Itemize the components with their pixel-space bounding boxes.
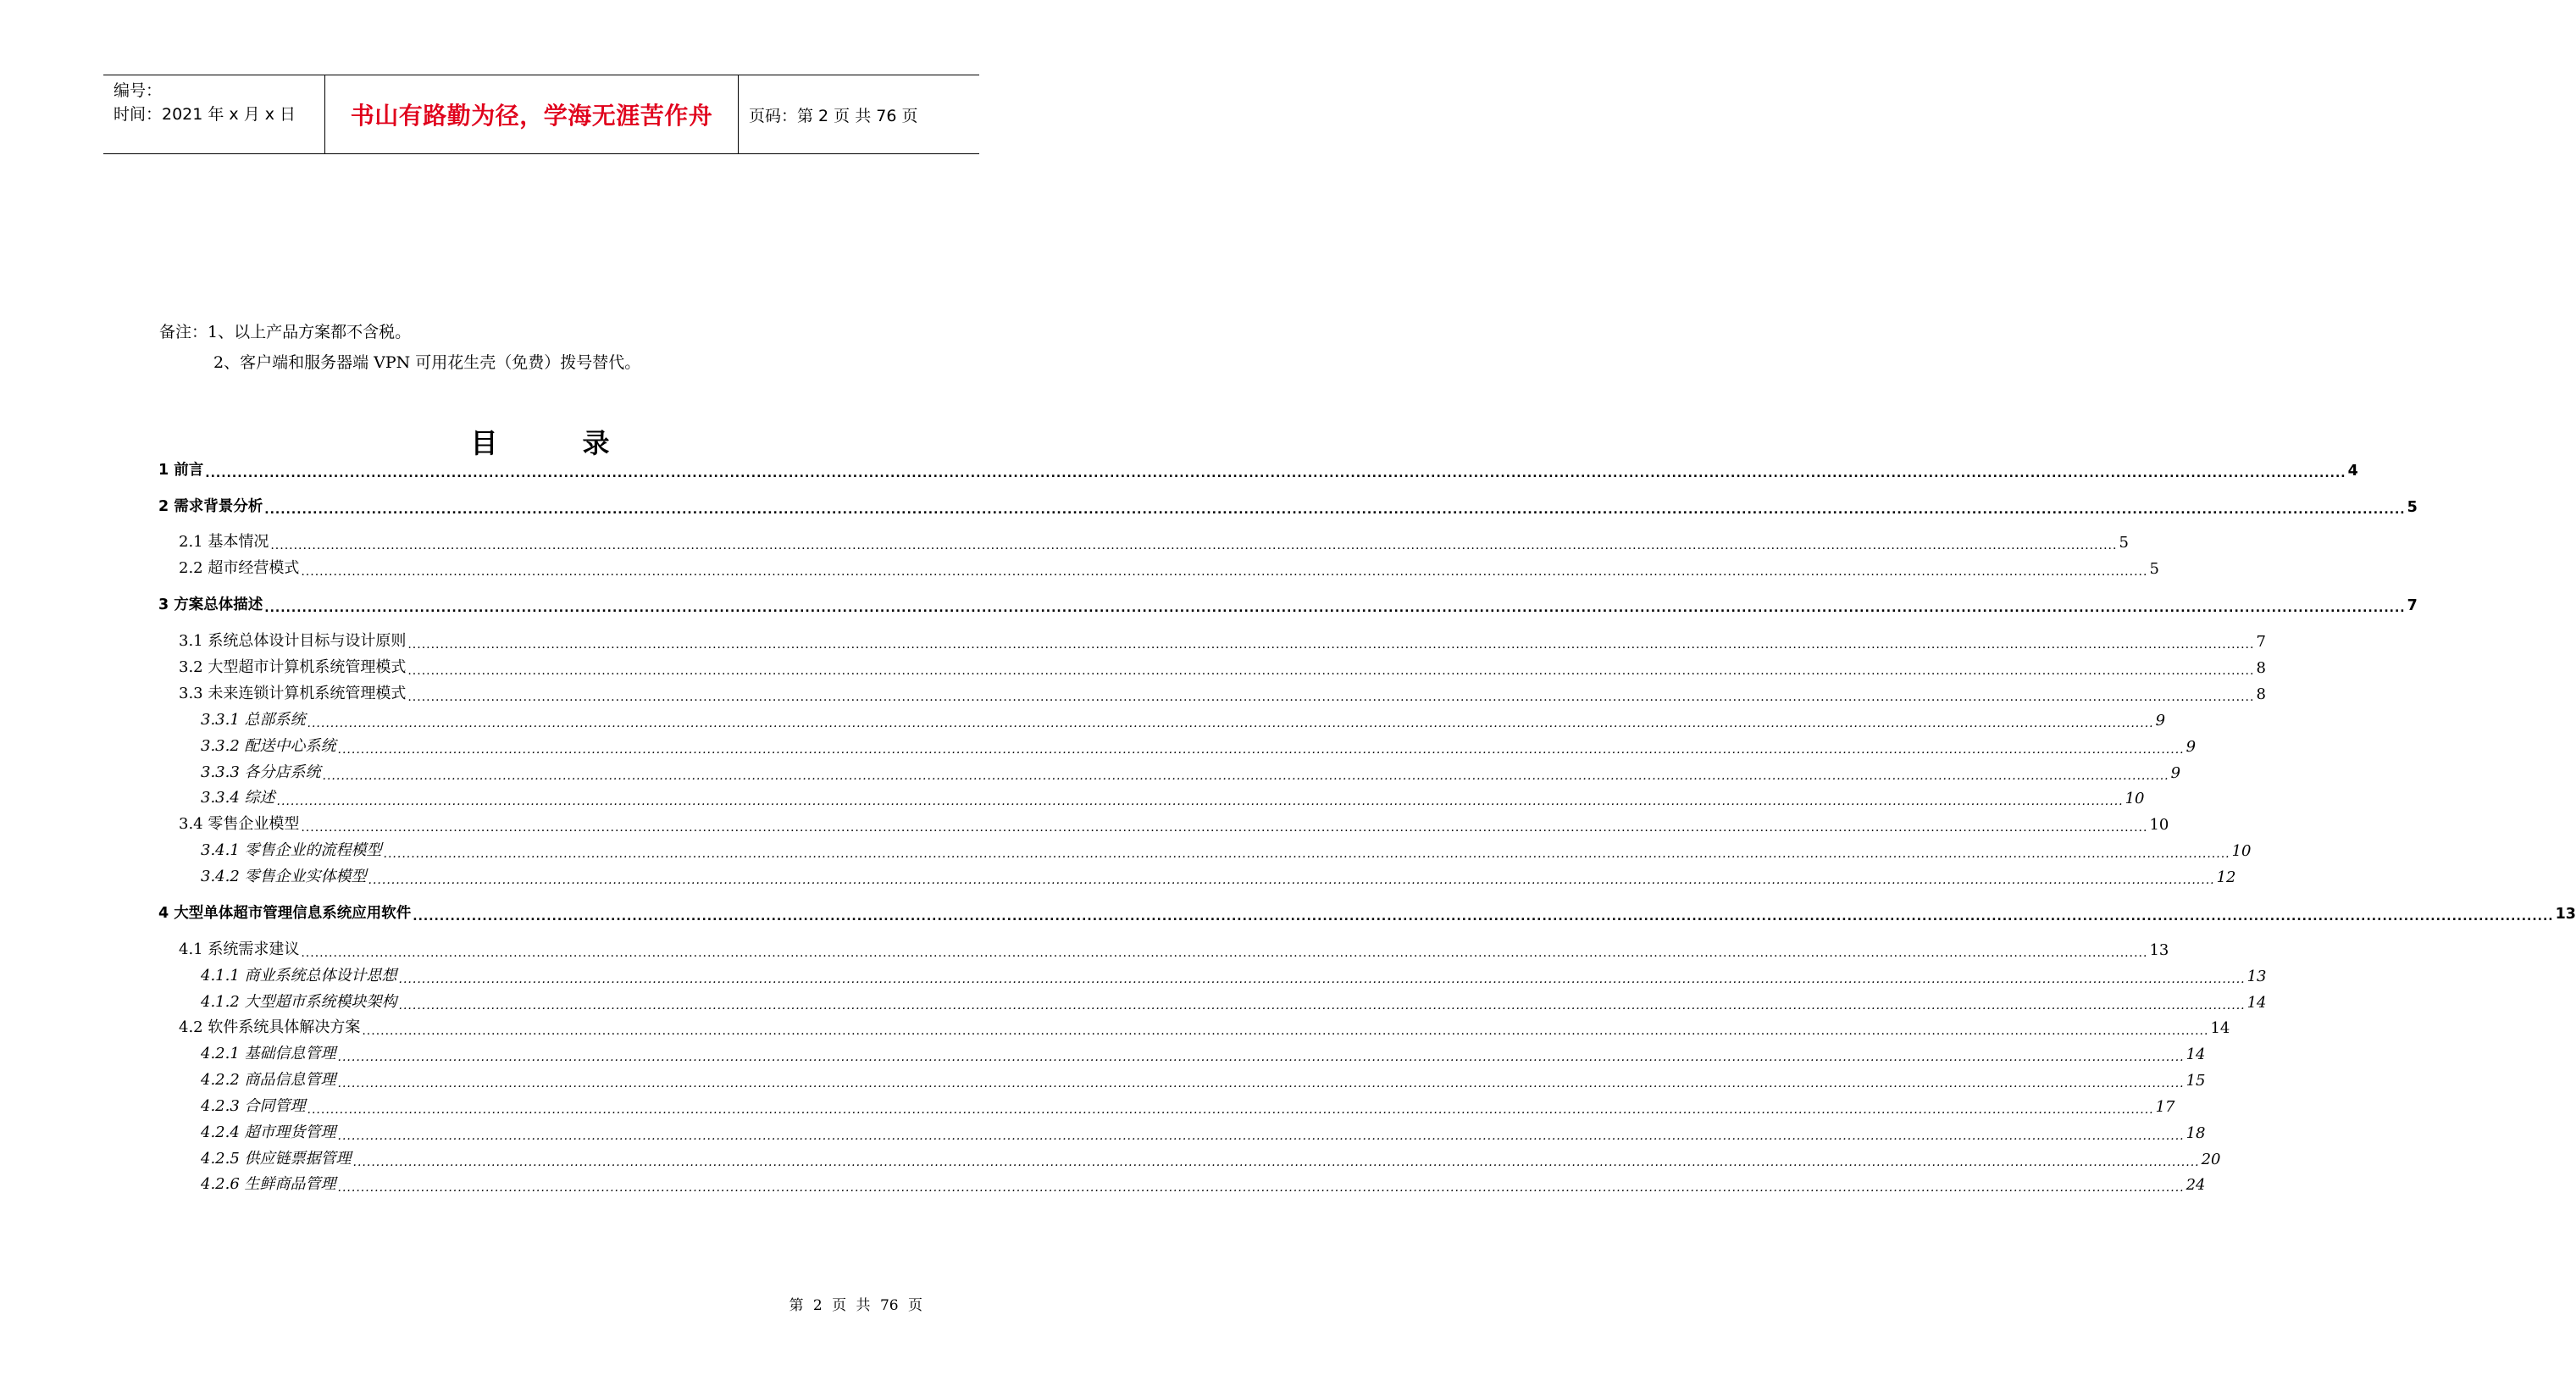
toc-entry-page: 17	[2155, 1098, 2175, 1116]
note-line-2: 2、客户端和服务器端 VPN 可用花生壳（免费）拨号替代。	[213, 353, 641, 372]
toc-leader-dots: ................................................................................................................................................................................................................................................................................................................................................................................................................	[276, 795, 2124, 808]
toc-entry-label: 1 前言	[158, 462, 204, 479]
toc-entry-label: 2.1 基本情况	[179, 533, 269, 551]
toc-entry-page: 12	[2216, 868, 2236, 886]
header-motto: 书山有路勤为径，学海无涯苦作舟	[325, 75, 739, 153]
toc-entry-page: 10	[2125, 790, 2145, 807]
toc-entry[interactable]	[158, 937, 2169, 960]
toc-entry[interactable]	[158, 1015, 2230, 1038]
header-meta	[103, 75, 325, 153]
toc-entry-label: 4.2.4 超市理货管理	[201, 1123, 336, 1141]
toc-entry-label: 4.2.1 基础信息管理	[201, 1045, 336, 1062]
page-header	[103, 75, 979, 154]
toc-entry-label: 4.2.5 供应链票据管理	[201, 1150, 352, 1168]
toc-leader-dots: ................................................................................................................................................................................................................................................................................................................................................................................................................	[362, 1024, 2209, 1038]
toc-leader-dots: ................................................................................................................................................................................................................................................................................................................................................................................................................	[337, 1129, 2185, 1143]
toc-entry[interactable]	[158, 990, 2267, 1012]
toc-entry-page: 4	[2347, 463, 2358, 480]
toc-leader-dots: ................................................................................................................................................................................................................................................................................................................................................................................................................	[368, 874, 2215, 887]
toc-entry-label: 2 需求背景分析	[158, 498, 263, 515]
toc-leader-dots: ................................................................................................................................................................................................................................................................................................................................................................................................................	[407, 691, 2255, 704]
toc-entry-label: 4.1.1 商业系统总体设计思想	[201, 967, 397, 985]
toc-entry-page: 7	[2407, 597, 2418, 614]
document-number-label: 编号：	[114, 81, 163, 100]
toc-entry-label: 3.1 系统总体设计目标与设计原则	[179, 632, 407, 650]
toc-leader-dots: ................................................................................................................................................................................................................................................................................................................................................................................................................	[398, 973, 2246, 986]
toc-entry-page: 5	[2407, 499, 2418, 516]
notes-block	[159, 317, 640, 378]
toc-entry-label: 3 方案总体描述	[158, 596, 263, 613]
toc-entry-label: 3.3.3 各分店系统	[201, 763, 321, 781]
toc-entry-page: 8	[2256, 685, 2266, 703]
toc-entry-page: 5	[2119, 534, 2129, 552]
toc-entry[interactable]	[158, 901, 2576, 924]
toc-entry-page: 13	[2246, 968, 2267, 985]
toc-entry-page: 9	[2185, 738, 2197, 756]
toc-entry-page: 18	[2185, 1124, 2206, 1142]
note-line-1: 备注：1、以上产品方案都不含税。	[159, 323, 412, 341]
toc-entry[interactable]	[158, 1068, 2206, 1090]
toc-entry[interactable]	[158, 629, 2266, 652]
toc-title-char-2: 录	[582, 427, 610, 459]
toc-leader-dots: ................................................................................................................................................................................................................................................................................................................................................................................................................	[307, 717, 2154, 730]
toc-leader-dots: ................................................................................................................................................................................................................................................................................................................................................................................................................	[407, 664, 2255, 678]
toc-entry-page: 8	[2256, 659, 2266, 677]
toc-entry[interactable]	[158, 963, 2267, 986]
toc-leader-dots: ................................................................................................................................................................................................................................................................................................................................................................................................................	[383, 847, 2230, 861]
toc-entry-label: 4.2.6 生鲜商品管理	[201, 1175, 336, 1193]
toc-entry[interactable]	[158, 734, 2197, 757]
toc-entry-label: 3.3 未来连锁计算机系统管理模式	[179, 685, 407, 702]
toc-entry-label: 3.4.1 零售企业的流程模型	[201, 841, 382, 859]
toc-entry[interactable]	[158, 864, 2236, 887]
toc-entry[interactable]	[158, 812, 2169, 835]
toc-leader-dots: ................................................................................................................................................................................................................................................................................................................................................................................................................	[301, 821, 2148, 835]
toc-leader-dots: ................................................................................................................................................................................................................................................................................................................................................................................................................	[301, 565, 2148, 579]
toc-entry[interactable]	[158, 760, 2181, 783]
toc-entry[interactable]	[158, 458, 2358, 480]
toc-entry-label: 3.4 零售企业模型	[179, 815, 300, 833]
toc-entry-page: 13	[2149, 941, 2169, 959]
header-page-info: 页码：第 2 页 共 76 页	[749, 106, 918, 125]
toc-leader-dots: ................................................................................................................................................................................................................................................................................................................................................................................................................	[398, 999, 2246, 1012]
toc-leader-dots: ................................................................................................................................................................................................................................................................................................................................................................................................................	[337, 1051, 2185, 1064]
toc-entry-page: 14	[2185, 1046, 2206, 1063]
toc-entry-label: 4 大型单体超市管理信息系统应用软件	[158, 905, 412, 922]
toc-leader-dots: ................................................................................................................................................................................................................................................................................................................................................................................................................	[407, 638, 2255, 652]
toc-entry-page: 13	[2555, 906, 2576, 923]
toc-entry[interactable]	[158, 530, 2129, 552]
toc-entry-label: 2.2 超市经营模式	[179, 559, 300, 577]
toc-entry-label: 4.2.2 商品信息管理	[201, 1071, 336, 1089]
toc-entry[interactable]	[158, 592, 2418, 615]
toc-entry[interactable]	[158, 494, 2418, 517]
toc-entry-label: 4.2 软件系统具体解决方案	[179, 1018, 361, 1036]
toc-entry-label: 3.2 大型超市计算机系统管理模式	[179, 658, 407, 676]
toc-entry-label: 3.4.2 零售企业实体模型	[201, 868, 367, 885]
page-footer: 第 2 页 共 76 页	[789, 1297, 922, 1314]
toc-entry[interactable]	[158, 655, 2266, 678]
toc-entry[interactable]	[158, 681, 2266, 704]
toc-entry[interactable]	[158, 556, 2159, 579]
toc-entry[interactable]	[158, 1094, 2175, 1117]
toc-entry-page: 10	[2149, 816, 2169, 834]
toc-leader-dots: ................................................................................................................................................................................................................................................................................................................................................................................................................	[205, 467, 2346, 480]
toc-entry-page: 14	[2246, 994, 2267, 1012]
toc-entry[interactable]	[158, 785, 2145, 808]
toc-entry[interactable]	[158, 1146, 2221, 1169]
toc-entry-page: 24	[2185, 1176, 2206, 1194]
toc-entry[interactable]	[158, 1041, 2206, 1064]
toc-entry-label: 4.1.2 大型超市系统模块架构	[201, 993, 397, 1011]
toc-entry-page: 10	[2231, 842, 2252, 860]
toc-entry-label: 3.3.2 配送中心系统	[201, 737, 336, 755]
toc-entry-page: 15	[2185, 1072, 2206, 1090]
toc-leader-dots: ................................................................................................................................................................................................................................................................................................................................................................................................................	[337, 743, 2185, 757]
toc-title	[0, 422, 1080, 461]
toc-leader-dots: ................................................................................................................................................................................................................................................................................................................................................................................................................	[337, 1077, 2185, 1090]
toc-entry-label: 4.2.3 合同管理	[201, 1097, 306, 1115]
toc-entry-label: 3.3.1 总部系统	[201, 711, 306, 729]
toc-leader-dots: ................................................................................................................................................................................................................................................................................................................................................................................................................	[413, 910, 2554, 924]
document-time: 时间：2021 年 x 月 x 日	[114, 105, 296, 124]
toc-title-char-1: 目	[470, 427, 498, 459]
toc-leader-dots: ................................................................................................................................................................................................................................................................................................................................................................................................................	[301, 946, 2148, 960]
toc-entry-page: 20	[2201, 1151, 2221, 1168]
toc-leader-dots: ................................................................................................................................................................................................................................................................................................................................................................................................................	[322, 769, 2169, 783]
toc-entry[interactable]	[158, 1120, 2206, 1143]
toc-entry-page: 7	[2256, 633, 2266, 651]
toc-entry[interactable]	[158, 1172, 2206, 1195]
toc-entry-page: 14	[2210, 1019, 2230, 1037]
toc-entry[interactable]	[158, 838, 2252, 861]
toc-entry-page: 9	[2170, 764, 2181, 782]
toc-leader-dots: ................................................................................................................................................................................................................................................................................................................................................................................................................	[270, 539, 2118, 552]
toc-leader-dots: ................................................................................................................................................................................................................................................................................................................................................................................................................	[307, 1103, 2154, 1117]
toc-entry-label: 4.1 系统需求建议	[179, 940, 300, 958]
toc-entry[interactable]	[158, 707, 2166, 730]
toc-leader-dots: ................................................................................................................................................................................................................................................................................................................................................................................................................	[264, 602, 2406, 615]
toc-leader-dots: ................................................................................................................................................................................................................................................................................................................................................................................................................	[337, 1181, 2185, 1195]
toc-entry-page: 9	[2155, 712, 2166, 730]
toc-leader-dots: ................................................................................................................................................................................................................................................................................................................................................................................................................	[264, 503, 2406, 517]
toc-entry-label: 3.3.4 综述	[201, 789, 275, 807]
toc-entry-page: 5	[2149, 560, 2159, 578]
toc-leader-dots: ................................................................................................................................................................................................................................................................................................................................................................................................................	[352, 1156, 2200, 1169]
